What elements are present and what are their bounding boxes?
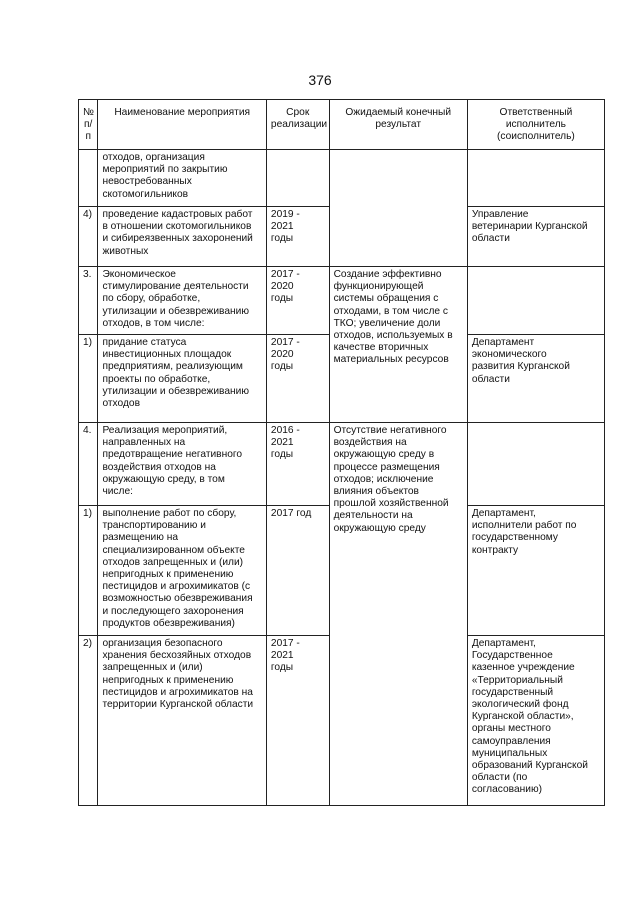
row-executor: Департамент экономического развития Курганской области <box>467 335 604 423</box>
row-number: 3. <box>79 267 98 335</box>
measures-table <box>78 99 605 806</box>
row-number: 2) <box>79 636 98 806</box>
row-number: 1) <box>79 335 98 423</box>
row-executor <box>467 150 604 207</box>
row-term: 2019 - 2021 годы <box>266 207 329 267</box>
row-number <box>79 150 98 207</box>
row-measure-name: Реализация мероприятий, направленных на предотвращение негативного воздействия отходов на окружающую среду, в том числе: <box>98 423 266 506</box>
row-term: 2017 - 2020 годы <box>266 335 329 423</box>
row-expected-result: Отсутствие негативного воздействия на окружающую среду в процессе размещения отходов; исключение влияния объектов прошлой хозяйственной деятельности на окружающую среду <box>329 423 467 806</box>
row-number: 1) <box>79 506 98 636</box>
row-measure-name: отходов, организация мероприятий по закрытию невостребованных скотомогильников <box>98 150 266 207</box>
row-executor <box>467 423 604 506</box>
row-measure-name: выполнение работ по сбору, транспортированию и размещению на специализированном объекте отходов запрещенных и (или) непригодных к применению пестицидов и агрохимикатов (с возможностью обезвреживания и последующего захоронения продуктов обезвреживания) <box>98 506 266 636</box>
row-executor: Управление ветеринарии Курганской области <box>467 207 604 267</box>
row-term: 2017 - 2020 годы <box>266 267 329 335</box>
header-expected-result: Ожидаемый конечный результат <box>329 100 467 150</box>
row-measure-name: организация безопасного хранения бесхозяйных отходов запрещенных и (или) непригодных к применению пестицидов и агрохимикатов на территории Курганской области <box>98 636 266 806</box>
header-term: Срок реализации <box>266 100 329 150</box>
row-expected-result <box>329 150 467 267</box>
row-number: 4) <box>79 207 98 267</box>
table-header-row <box>79 100 605 150</box>
table-row <box>79 423 605 506</box>
row-term: 2017 - 2021 годы <box>266 636 329 806</box>
row-term: 2016 - 2021 годы <box>266 423 329 506</box>
header-measure-name: Наименование мероприятия <box>98 100 266 150</box>
row-executor: Департамент, исполнители работ по государственному контракту <box>467 506 604 636</box>
page-number: 376 <box>308 72 332 88</box>
row-measure-name: придание статуса инвестиционных площадок предприятиям, реализующим проекты по обработке, утилизации и обезвреживанию отходов <box>98 335 266 423</box>
row-executor: Департамент, Государственное казенное учреждение «Территориальный государственный экологический фонд Курганской области», органы местного самоуправления муниципальных образований Курганской области (по согласованию) <box>467 636 604 806</box>
table-row <box>79 150 605 207</box>
row-term <box>266 150 329 207</box>
row-measure-name: проведение кадастровых работ в отношении скотомогильников и сибиреязвенных захоронений животных <box>98 207 266 267</box>
row-number: 4. <box>79 423 98 506</box>
row-term: 2017 год <box>266 506 329 636</box>
row-expected-result: Создание эффективно функционирующей системы обращения с отходами, в том числе с ТКО; увеличение доли отходов, используемых в качестве вторичных материальных ресурсов <box>329 267 467 423</box>
header-executor: Ответственный исполнитель (соисполнитель) <box>467 100 604 150</box>
table-row <box>79 267 605 335</box>
header-number: № п/п <box>79 100 98 150</box>
row-measure-name: Экономическое стимулирование деятельности по сбору, обработке, утилизации и обезвреживанию отходов, в том числе: <box>98 267 266 335</box>
row-executor <box>467 267 604 335</box>
